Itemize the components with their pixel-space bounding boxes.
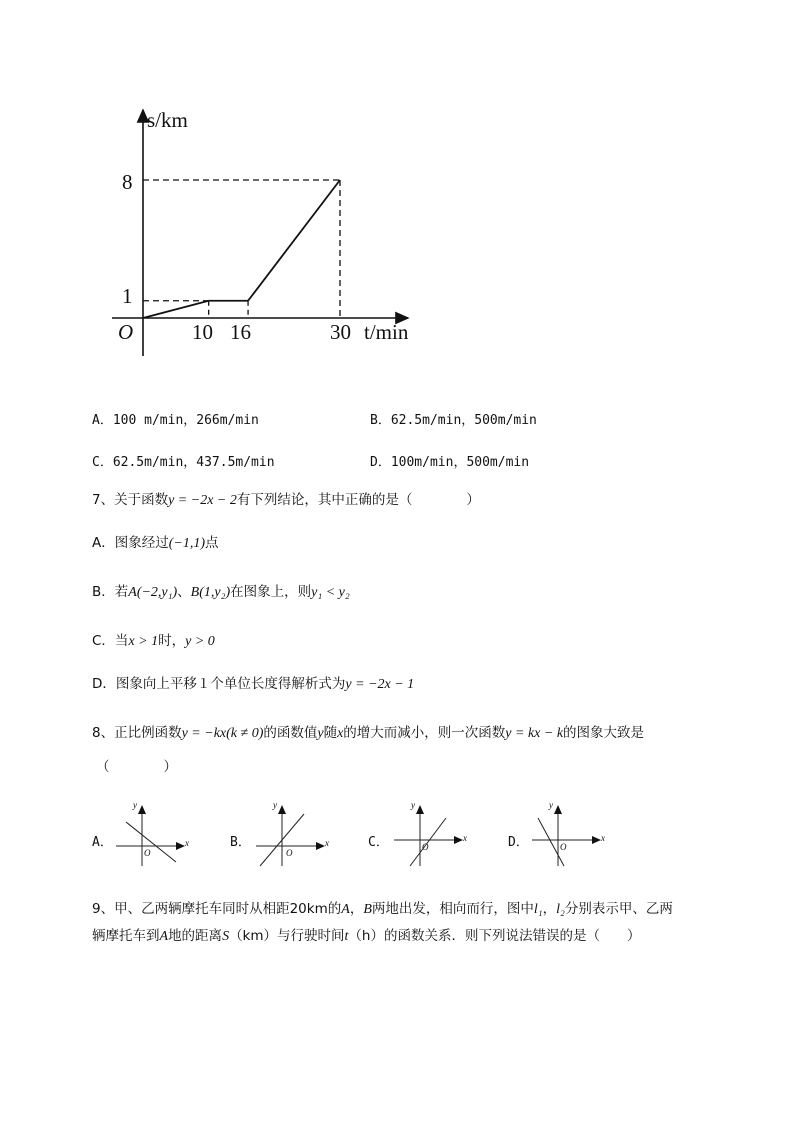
q9-comma: ， [349,901,364,917]
q8-stem-formula2: y = kx − k [505,726,564,741]
q9-line2-a: 辆摩托车到 [92,928,160,944]
q8-option-d-label: D． [508,835,529,850]
q8-graph-c [390,800,470,870]
q8-option-a-label: A． [92,835,113,850]
q7-c-prefix: C．当 [92,633,129,649]
q7-stem-prefix: 7、关于函数 [92,492,169,508]
x-tick-label-30: 30 [330,320,351,344]
q8-stem-formula1: y = −kx(k ≠ 0) [181,726,264,741]
y-tick-label-1: 1 [122,284,133,308]
data-segment-3 [248,180,340,301]
q8-a-x: x [185,838,189,848]
q6-option-a: A．100 m/min，266m/min [92,413,259,428]
q7-b-formula2: B(1,y₂) [190,585,231,600]
q7-stem [92,490,480,511]
q7-b-mid: 、 [177,584,191,600]
q9-s: S [222,929,230,944]
q9-line-1 [92,899,673,920]
q8-c-y: y [411,800,415,810]
q8-stem-var1: y [317,726,324,741]
q9-line1-b: 两地出发，相向而行，图中 [371,901,534,917]
q9-l2: l₂ [556,902,565,917]
q8-stem-var2: x [337,726,344,741]
q8-stem-mid2: 随 [323,725,338,741]
q8-paren: （ ） [96,759,177,775]
q8-graph-a [112,800,192,870]
q8-graph-d [528,800,608,870]
y-axis-label: s/km [147,108,188,132]
q6-option-d: D．100m/min，500m/min [370,455,530,470]
q8-b-x: x [325,838,329,848]
q7-option-c [92,631,215,652]
q8-b-o: O [286,848,293,858]
q9-line2-point-a: A [159,929,169,944]
q8-d-x: x [601,833,605,843]
q7-c-formula2: y > 0 [185,634,215,649]
origin-label: O [118,320,134,344]
q9-sep: ， [542,901,557,917]
q7-d-formula: y = −2x − 1 [345,677,415,692]
q9-line1-a: 9、甲、乙两辆摩托车同时从相距20km的 [92,901,342,917]
q7-c-formula1: x > 1 [128,634,159,649]
q7-c-mid: 时， [158,633,186,649]
q7-option-d [92,674,414,695]
q9-point-b: B [363,902,372,917]
x-axis-label: t/min [364,320,409,344]
x-tick-label-16: 16 [230,320,251,344]
q9-line2-d: （h）的函数关系．则下列说法错误的是（ ） [348,928,641,944]
q8-stem-mid3: 的增大而减小，则一次函数 [343,725,506,741]
q8-d-y: y [549,800,553,810]
q8-a-y: y [133,800,137,810]
q7-option-a [92,533,219,554]
q8-stem-mid1: 的函数值 [263,725,318,741]
q7-b-formula1: A(−2,y₁) [128,585,178,600]
q9-l1: l₁ [533,902,543,917]
q7-a-prefix: A．图象经过 [92,535,169,551]
q8-stem-prefix: 8、正比例函数 [92,725,182,741]
q8-c-x: x [463,833,467,843]
distance-time-graph [100,98,430,368]
y-tick-label-8: 8 [122,170,133,194]
q7-a-suffix: 点 [205,535,219,551]
q7-option-b [92,582,350,603]
q7-d-prefix: D．图象向上平移１个单位长度得解析式为 [92,676,346,692]
q7-b-formula3: y₁ < y₂ [311,585,350,600]
q9-point-a: A [341,902,350,917]
q8-option-c-label: C． [368,835,389,850]
q8-b-y: y [273,800,277,810]
q9-line2-b: 地的距离 [168,928,223,944]
q8-graph-b [252,800,332,870]
q6-option-b: B．62.5m/min，500m/min [370,413,537,428]
q7-stem-formula: y = −2x − 2 [168,493,237,508]
q7-a-formula: (−1,1) [168,536,206,551]
data-segment-1 [143,301,209,318]
q7-stem-suffix: 有下列结论，其中正确的是（ ） [236,492,480,508]
q8-c-o: O [422,842,429,852]
q9-line1-c: 分别表示甲、乙两 [564,901,673,917]
q8-a-o: O [144,848,151,858]
q8-option-b-label: B． [230,835,251,850]
q8-stem [92,723,644,744]
q9-line-2 [92,926,640,947]
q9-line2-c: （km）与行驶时间 [229,928,345,944]
q7-b-mid2: 在图象上，则 [230,584,312,600]
q9-t: t [344,929,349,944]
q6-option-c: C．62.5m/min，437.5m/min [92,455,275,470]
q8-d-o: O [560,842,567,852]
q7-b-prefix: B．若 [92,584,129,600]
x-tick-label-10: 10 [192,320,213,344]
q8-stem-suffix: 的图象大致是 [563,725,645,741]
